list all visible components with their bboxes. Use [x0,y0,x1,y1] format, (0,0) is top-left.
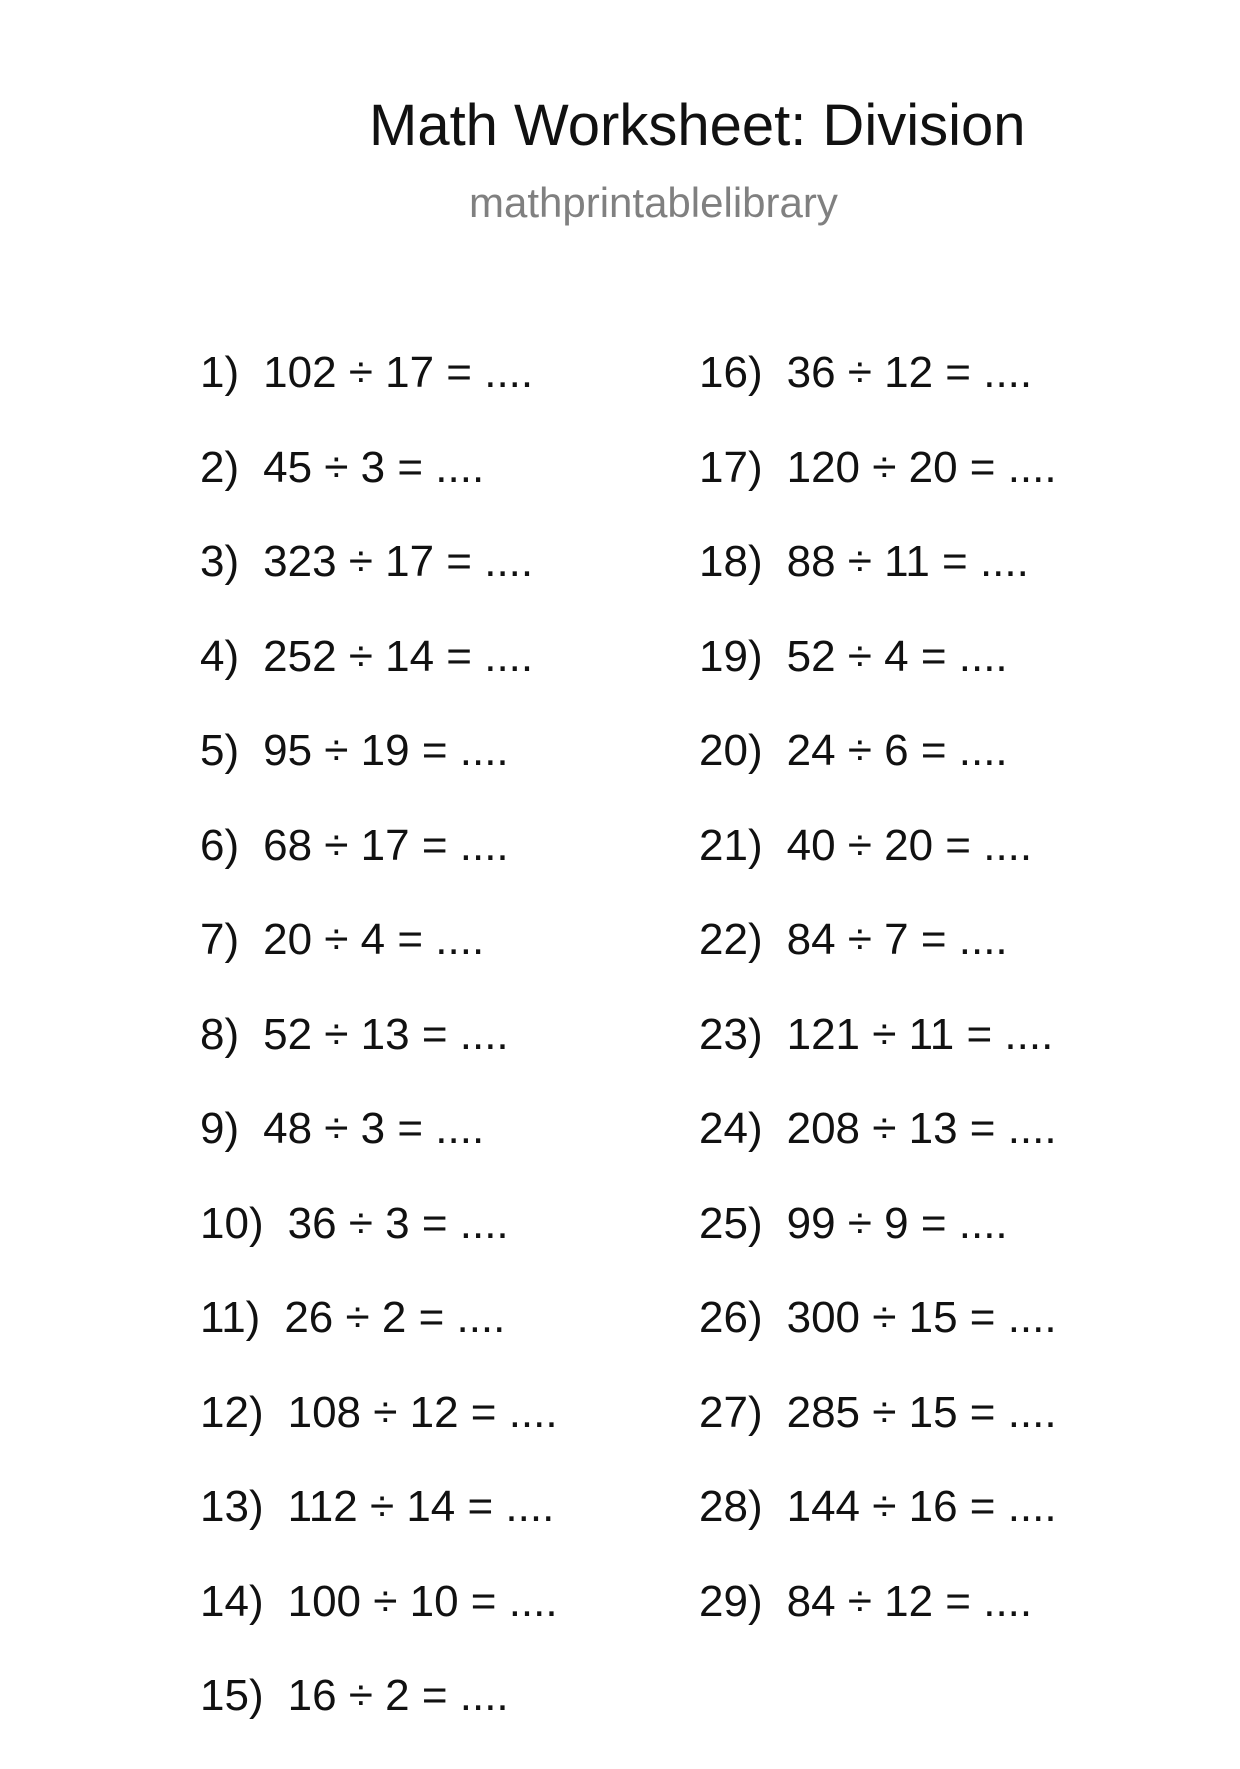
problem-number: 25) [699,1198,763,1248]
problem-expression: 208 ÷ 13 = .... [786,1104,1057,1153]
problem-item [699,1198,1057,1297]
problem-number: 26) [699,1293,763,1342]
problem-number: 3) [200,537,240,586]
problem-item [200,915,558,1013]
problem-number: 23) [699,1009,763,1059]
problem-number: 2) [200,442,240,492]
problem-item [699,1104,1057,1202]
problem-expression: 36 ÷ 3 = .... [287,1198,509,1248]
problem-number: 29) [699,1576,763,1626]
problem-number: 5) [200,726,240,775]
problem-number: 8) [200,1009,240,1059]
problem-expression: 112 ÷ 14 = .... [287,1482,555,1531]
problem-expression: 16 ÷ 2 = .... [287,1671,509,1720]
problem-number: 1) [200,348,240,397]
problem-item [699,1482,1057,1580]
problem-expression: 52 ÷ 13 = .... [263,1009,509,1059]
problems-left-column [200,348,558,1769]
problem-number: 7) [200,915,240,964]
problem-item [200,820,558,919]
problem-expression: 52 ÷ 4 = .... [786,631,1008,681]
problem-expression: 36 ÷ 12 = .... [786,348,1033,397]
problem-number: 4) [200,631,240,681]
problem-item [200,1009,558,1108]
page-subtitle: mathprintablelibrary [469,179,838,226]
problems-right-column [699,348,1057,1674]
problem-item [200,1104,558,1202]
problem-number: 12) [200,1387,264,1437]
problem-number: 18) [699,537,763,586]
problem-expression: 108 ÷ 12 = .... [287,1387,558,1437]
problem-number: 22) [699,915,763,964]
problem-item [699,348,1057,446]
problem-number: 14) [200,1576,264,1626]
problem-item [200,631,558,730]
problem-item [699,820,1057,919]
problem-expression: 121 ÷ 11 = .... [786,1009,1054,1059]
problem-expression: 99 ÷ 9 = .... [786,1198,1008,1248]
problem-expression: 100 ÷ 10 = .... [287,1576,558,1626]
problem-item [699,1009,1057,1108]
problem-expression: 323 ÷ 17 = .... [263,537,534,586]
problem-item [200,1293,558,1391]
problem-item [200,537,558,635]
problem-item [699,537,1057,635]
problem-item [699,915,1057,1013]
problem-expression: 102 ÷ 17 = .... [263,348,534,397]
problem-expression: 95 ÷ 19 = .... [263,726,509,775]
problem-number: 17) [699,442,763,492]
problem-item [200,726,558,824]
problem-expression: 48 ÷ 3 = .... [263,1104,485,1153]
problem-expression: 68 ÷ 17 = .... [263,820,509,870]
problem-number: 19) [699,631,763,681]
problem-number: 21) [699,820,763,870]
problem-item [200,1576,558,1675]
problem-item [699,442,1057,541]
problem-expression: 252 ÷ 14 = .... [263,631,534,681]
problem-item [699,1387,1057,1486]
problem-item [699,1293,1057,1391]
problem-item [699,1576,1057,1675]
problem-number: 10) [200,1198,264,1248]
problem-item [699,631,1057,730]
problem-expression: 20 ÷ 4 = .... [263,915,485,964]
problem-item [200,1482,558,1580]
problem-expression: 144 ÷ 16 = .... [786,1482,1057,1531]
problem-number: 16) [699,348,763,397]
problem-number: 9) [200,1104,240,1153]
problem-number: 20) [699,726,763,775]
problem-expression: 26 ÷ 2 = .... [284,1293,506,1342]
problem-number: 24) [699,1104,763,1153]
problem-item [200,348,558,446]
problem-item [200,1198,558,1297]
problem-expression: 84 ÷ 7 = .... [786,915,1008,964]
problem-item [699,726,1057,824]
problem-number: 28) [699,1482,763,1531]
problem-item [200,1671,558,1769]
problem-expression: 45 ÷ 3 = .... [263,442,485,492]
problem-expression: 40 ÷ 20 = .... [786,820,1033,870]
problem-number: 27) [699,1387,763,1437]
problem-number: 15) [200,1671,264,1720]
problem-expression: 88 ÷ 11 = .... [786,537,1029,586]
page-title: Math Worksheet: Division [369,93,1026,158]
problem-item [200,442,558,541]
problem-expression: 84 ÷ 12 = .... [786,1576,1033,1626]
problem-number: 11) [200,1293,261,1342]
problem-number: 6) [200,820,240,870]
problem-expression: 300 ÷ 15 = .... [786,1293,1057,1342]
problem-expression: 120 ÷ 20 = .... [786,442,1057,492]
problem-expression: 285 ÷ 15 = .... [786,1387,1057,1437]
problem-item [200,1387,558,1486]
problem-expression: 24 ÷ 6 = .... [786,726,1008,775]
problem-number: 13) [200,1482,264,1531]
